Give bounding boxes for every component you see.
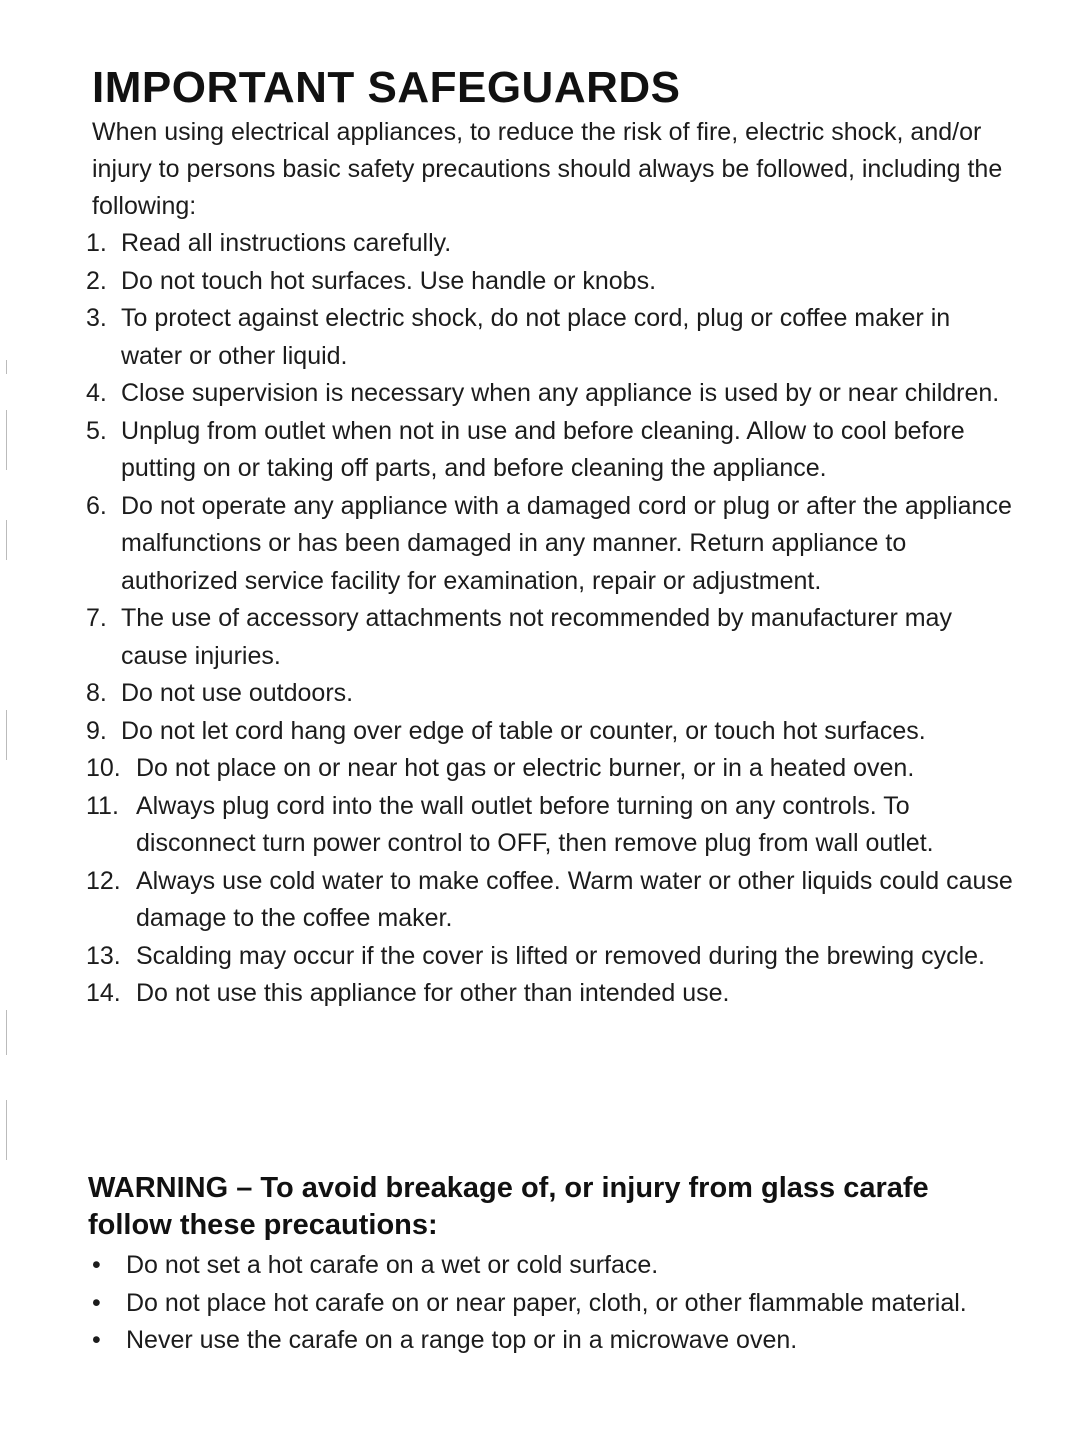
item-number: 7. (86, 604, 107, 632)
item-text: Always plug cord into the wall outlet before turning on any controls. To disconnect turn power control to OFF, then remove plug from wall outlet. (136, 791, 934, 857)
warning-heading: WARNING – To avoid breakage of, or injury from glass carafe follow these precautions: (88, 1172, 929, 1241)
item-number: 2. (86, 266, 107, 295)
list-item (86, 300, 1016, 375)
item-number: 13. (86, 941, 121, 970)
item-text: Do not touch hot surfaces. Use handle or knobs. (121, 266, 657, 295)
list-item (88, 1322, 988, 1360)
item-text: Do not use this appliance for other than intended use. (136, 979, 730, 1007)
intro-paragraph: When using electrical appliances, to reduce the risk of fire, electric shock, and/or injury to persons basic safety precautions should always be followed, including the following: (92, 118, 1003, 220)
item-text: To protect against electric shock, do not place cord, plug or coffee maker in water or other liquid. (121, 304, 951, 370)
bullet-icon: • (92, 1288, 101, 1317)
item-text: Do not use outdoors. (121, 679, 354, 707)
item-text: Always use cold water to make coffee. Warm water or other liquids could cause damage to the coffee maker. (136, 866, 1013, 932)
item-text: Read all instructions carefully. (121, 229, 452, 257)
item-number: 1. (86, 229, 107, 257)
item-number: 6. (86, 491, 107, 520)
list-item (88, 1285, 988, 1323)
item-number: 5. (86, 416, 107, 445)
list-item (88, 1247, 988, 1285)
item-text: Unplug from outlet when not in use and before cleaning. Allow to cool before putting on or taking off parts, and before cleaning the appliance. (121, 416, 965, 482)
list-item (86, 975, 1016, 1013)
list-item (86, 788, 1016, 863)
item-number: 11. (86, 791, 119, 820)
list-item (86, 863, 1016, 938)
item-text: Scalding may occur if the cover is lifted or removed during the brewing cycle. (136, 941, 985, 970)
item-number: 12. (86, 866, 121, 895)
page-title: IMPORTANT SAFEGUARDS (92, 63, 681, 112)
item-number: 3. (86, 304, 107, 332)
item-text: Do not place on or near hot gas or electric burner, or in a heated oven. (136, 754, 915, 782)
item-number: 14. (86, 979, 121, 1007)
item-text: Never use the carafe on a range top or in a microwave oven. (126, 1326, 798, 1354)
item-text: Do not set a hot carafe on a wet or cold surface. (126, 1251, 659, 1279)
item-text: The use of accessory attachments not recommended by manufacturer may cause injuries. (121, 604, 952, 670)
bullet-icon: • (92, 1326, 101, 1354)
item-text: Do not let cord hang over edge of table or counter, or touch hot surfaces. (121, 716, 926, 745)
scan-edge-marks (6, 360, 10, 1180)
list-item (86, 413, 1016, 488)
item-text: Do not operate any appliance with a damaged cord or plug or after the appliance malfunctions or has been damaged in any manner. Return appliance to authorized service facility for examination, repair or adjustment. (121, 491, 1012, 595)
list-item (86, 938, 1016, 976)
item-number: 8. (86, 679, 107, 707)
list-item (86, 263, 1016, 301)
list-item (86, 488, 1016, 601)
list-item (86, 375, 1016, 413)
list-item (86, 713, 1016, 751)
list-item (86, 225, 1016, 263)
list-item (86, 675, 1016, 713)
bullet-icon: • (92, 1251, 101, 1279)
item-number: 10. (86, 754, 121, 782)
precautions-list (88, 1247, 988, 1360)
list-item (86, 750, 1016, 788)
item-number: 9. (86, 716, 107, 745)
item-text: Do not place hot carafe on or near paper, cloth, or other flammable material. (126, 1288, 967, 1317)
list-item (86, 600, 1016, 675)
item-number: 4. (86, 379, 107, 407)
item-text: Close supervision is necessary when any appliance is used by or near children. (121, 379, 1000, 407)
safeguards-list (86, 225, 1016, 1013)
